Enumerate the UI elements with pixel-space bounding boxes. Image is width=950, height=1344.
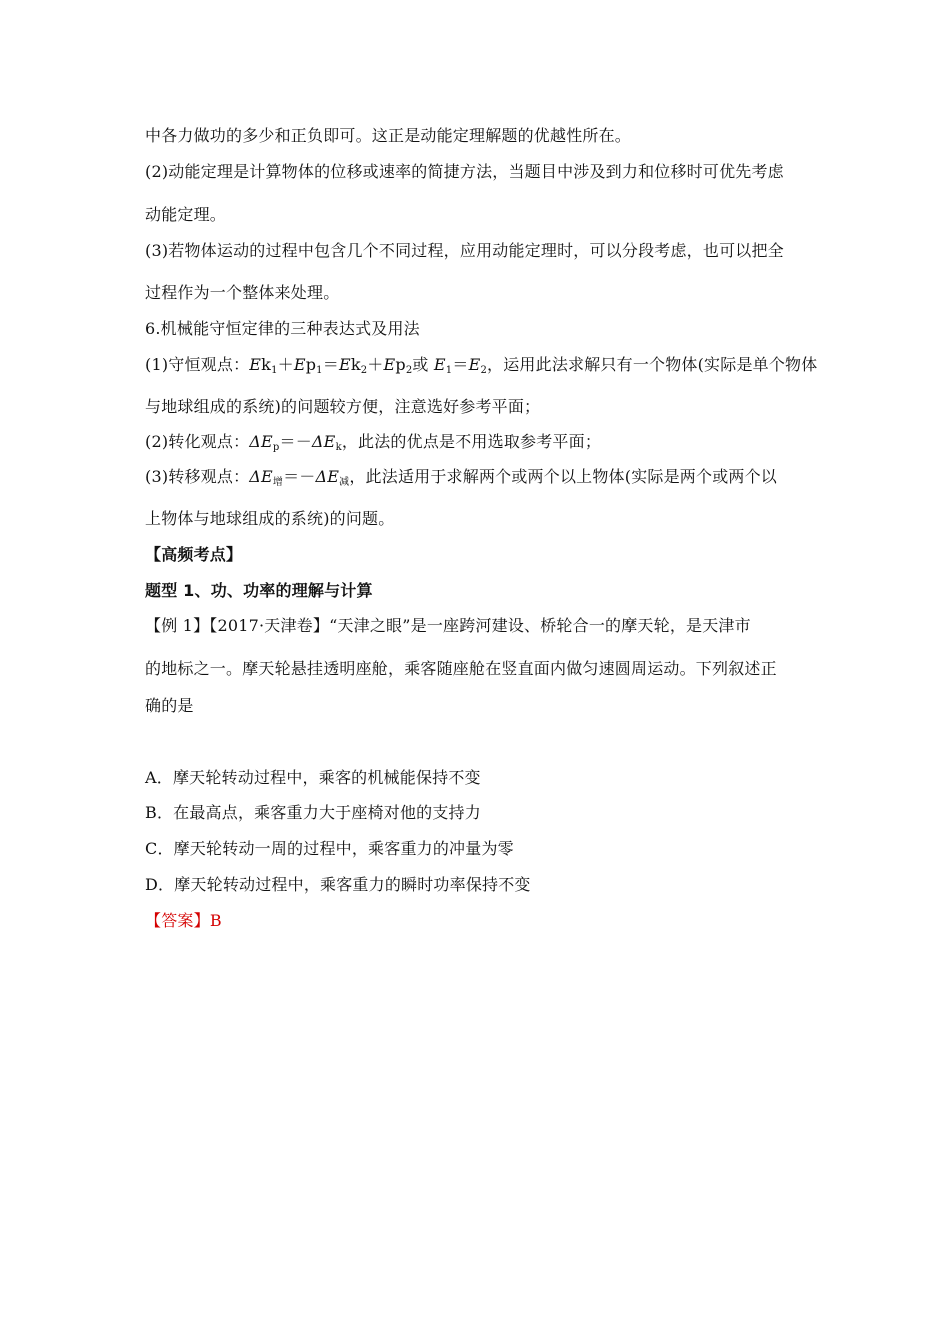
- example-line: 的地标之一。摩天轮悬挂透明座舱，乘客随座舱在竖直面内做匀速圆周运动。下列叙述正: [145, 659, 777, 678]
- question-type-heading: 题型 1、功、功率的理解与计算: [145, 581, 373, 600]
- paragraph-line: (3)若物体运动的过程中包含几个不同过程，应用动能定理时，可以分段考虑，也可以把全: [145, 241, 784, 260]
- option-b: B．在最高点，乘客重力大于座椅对他的支持力: [145, 803, 481, 822]
- paragraph-line: 中各力做功的多少和正负即可。这正是动能定理解题的优越性所在。: [145, 126, 632, 145]
- paragraph-line: 上物体与地球组成的系统)的问题。: [145, 509, 395, 528]
- example-line: 确的是: [145, 696, 194, 715]
- paragraph-line: 过程作为一个整体来处理。: [145, 283, 340, 302]
- answer-value: B: [209, 911, 222, 930]
- paragraph-line: 与地球组成的系统)的问题较方便，注意选好参考平面；: [145, 397, 541, 416]
- answer-label: 【答案】: [145, 911, 210, 930]
- option-c: C．摩天轮转动一周的过程中，乘客重力的冲量为零: [145, 839, 514, 858]
- option-d: D．摩天轮转动过程中，乘客重力的瞬时功率保持不变: [145, 875, 531, 894]
- paragraph-line: (2)动能定理是计算物体的位移或速率的简捷方法，当题目中涉及到力和位移时可优先考虑: [145, 162, 784, 181]
- section-heading: 【高频考点】: [145, 545, 243, 564]
- example-line: 【例 1】【2017·天津卷】“天津之眼”是一座跨河建设、桥轮合一的摩天轮，是天津市: [145, 616, 751, 635]
- numbered-heading: 6.机械能守恒定律的三种表达式及用法: [145, 319, 420, 338]
- option-a: A．摩天轮转动过程中，乘客的机械能保持不变: [145, 768, 481, 787]
- formula-prefix: (1)守恒观点：: [145, 355, 250, 374]
- answer-line: [145, 911, 222, 931]
- formula-line-2: (2)转化观点：$\Delta E_p=-\Delta E_k$，此法的优点是不用选取参考平面；: [145, 432, 602, 453]
- formula-line-3: (3)转移观点：$\Delta E_增=-\Delta E_减$，此法适用于求解两个或两个以上物体(实际是两个或两个以: [145, 467, 778, 488]
- paragraph-line: 动能定理。: [145, 205, 227, 224]
- formula-line-1: (1)守恒观点：$Ek_1+Ep_1=Ek_2+Ep_2$或 $E_1=E_2$，运用此法求解只有一个物体(实际是单个物体: [145, 355, 818, 376]
